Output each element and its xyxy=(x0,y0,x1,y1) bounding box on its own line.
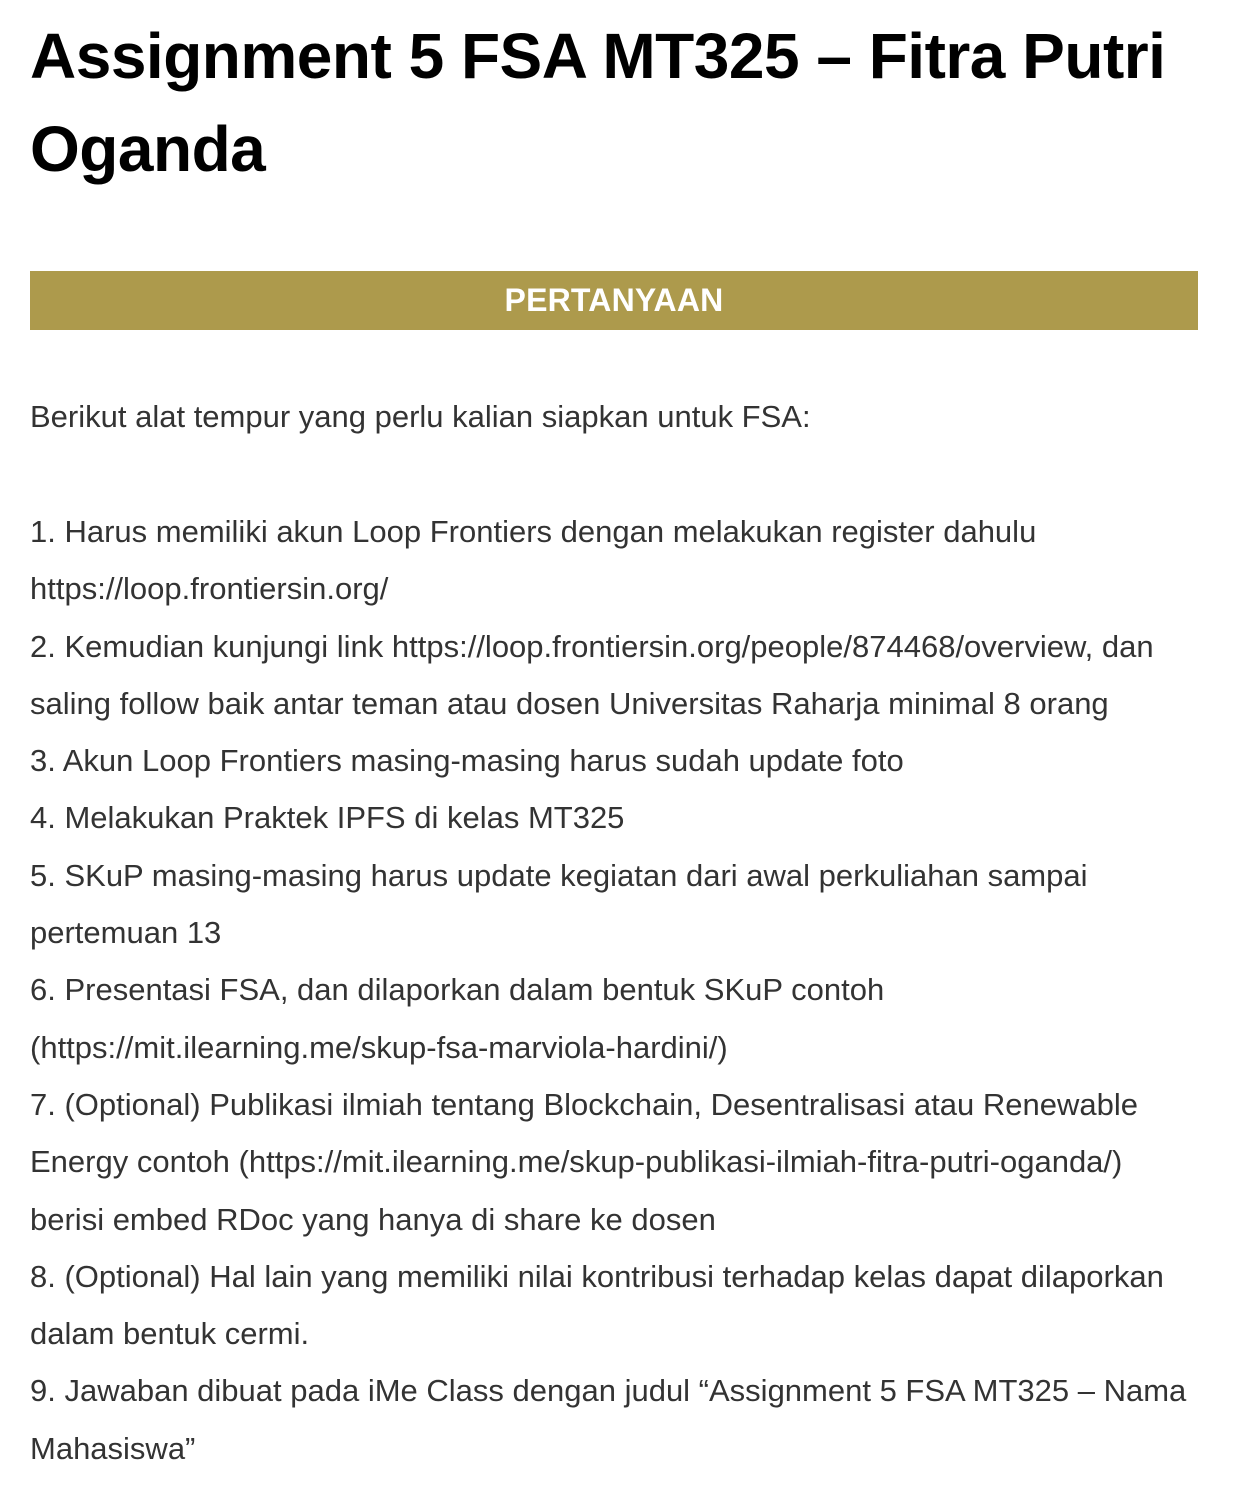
requirements-list xyxy=(30,503,1198,1477)
list-item: 1. Harus memiliki akun Loop Frontiers dengan melakukan register dahulu https://loop.frontiersin.org/ xyxy=(30,514,1037,607)
intro-text: Berikut alat tempur yang perlu kalian siapkan untuk FSA: xyxy=(30,399,811,434)
list-item: 6. Presentasi FSA, dan dilaporkan dalam bentuk SKuP contoh (https://mit.ilearning.me/skup-fsa-marviola-hardini/) xyxy=(30,972,885,1065)
list-item: 9. Jawaban dibuat pada iMe Class dengan judul “Assignment 5 FSA MT325 – Nama Mahasiswa” xyxy=(30,1373,1187,1466)
list-item: 8. (Optional) Hal lain yang memiliki nilai kontribusi terhadap kelas dapat dilaporkan dalam bentuk cermi. xyxy=(30,1258,1164,1352)
list-item: 5. SKuP masing-masing harus update kegiatan dari awal perkuliahan sampai pertemuan 13 xyxy=(30,857,1088,951)
section-heading: PERTANYAAN xyxy=(504,282,724,318)
article xyxy=(30,0,1198,1466)
list-item: 2. Kemudian kunjungi link https://loop.frontiersin.org/people/874468/overview, dan saling follow baik antar teman atau dosen Universitas Raharja minimal 8 orang xyxy=(30,628,1154,721)
section-heading-bar xyxy=(30,271,1198,330)
list-item: 7. (Optional) Publikasi ilmiah tentang Blockchain, Desentralisasi atau Renewable Energy contoh (https://mit.ilearning.me/skup-publikasi-ilmiah-fitra-putri-oganda/) berisi embed RDoc yang hanya di share ke dosen xyxy=(30,1086,1138,1237)
list-item: 4. Melakukan Praktek IPFS di kelas MT325 xyxy=(30,800,625,836)
list-item: 3. Akun Loop Frontiers masing-masing harus sudah update foto xyxy=(30,743,904,779)
page-title: Assignment 5 FSA MT325 – Fitra Putri Oganda xyxy=(30,20,1166,185)
